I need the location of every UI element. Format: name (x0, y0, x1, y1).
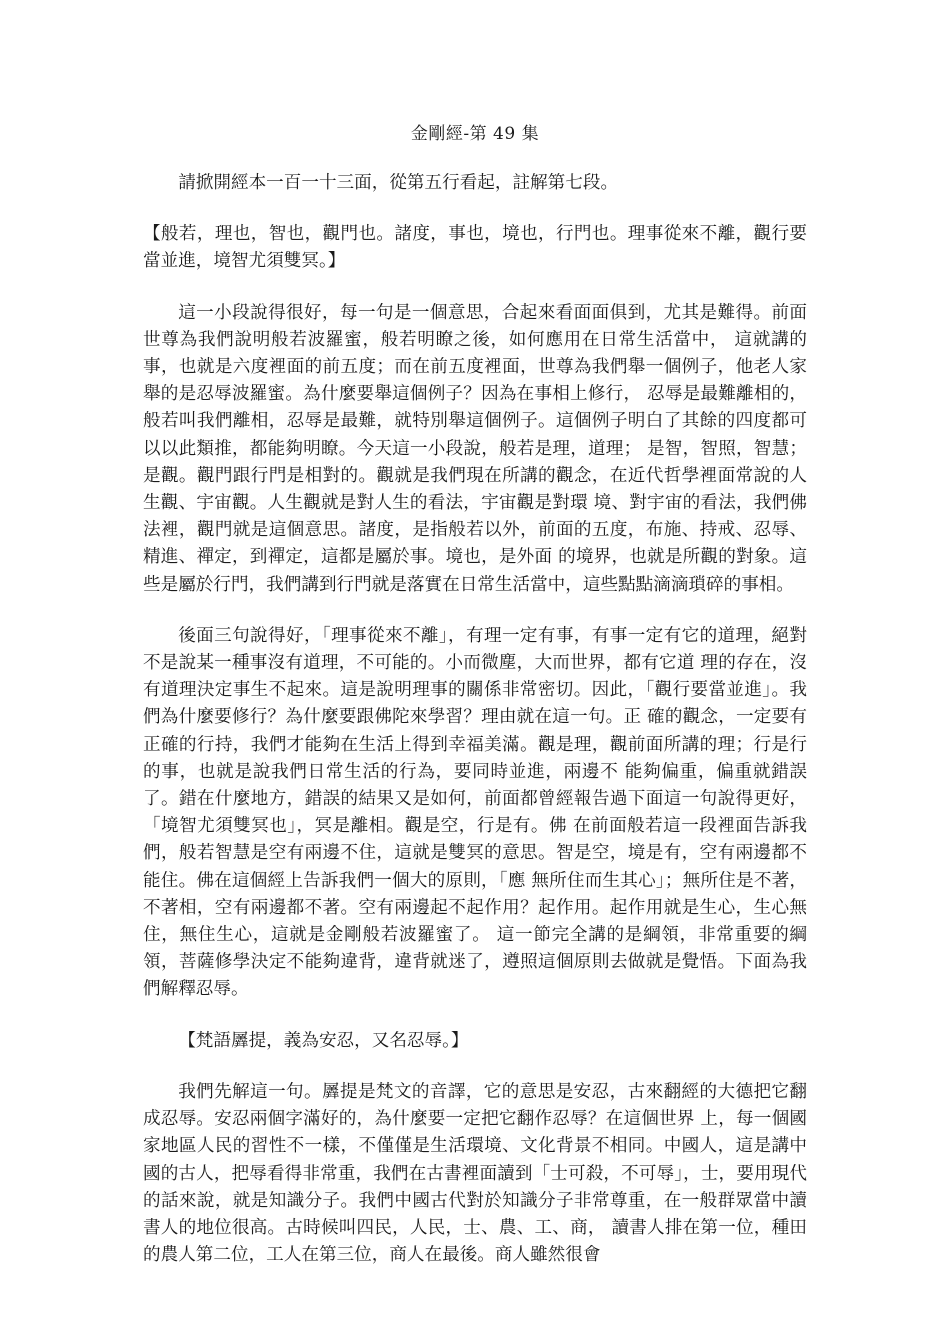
paragraph-explanation-3: 我們先解這一句。羼提是梵文的音譯，它的意思是安忍，古來翻經的大德把它翻成忍辱。安忍兩個字滿好的，為什麼要一定把它翻作忍辱？在這個世界 上，每一個國家地區人民的習性不一樣，不僅僅是生活環境、文化背景不相同。中國人，這是講中國的古人，把辱看得非常重，我們在古書裡面讀到「士可殺，不可辱」，士，要用現代的話來說，就是知識分子。我們中國古代對於知識分子非常尊重，在一般群眾當中讀書人的地位很高。古時候叫四民，人民，士、農、工、商， 讀書人排在第一位，種田的農人第二位，工人在第三位，商人在最後。商人雖然很會 (143, 1081, 807, 1266)
paragraph-explanation-2: 後面三句說得好，「理事從來不離」，有理一定有事，有事一定有它的道理，絕對不是說某一種事沒有道理，不可能的。小而微塵，大而世界，都有它道 理的存在，沒有道理決定事生不起來。這是說明理事的關係非常密切。因此，「觀行要當並進」。我們為什麼要修行？為什麼要跟佛陀來學習？理由就在這一句。正 確的觀念，一定要有正確的行持，我們才能夠在生活上得到幸福美滿。觀是理，觀前面所講的理；行是行的事，也就是說我們日常生活的行為，要同時並進，兩邊不 能夠偏重，偏重就錯誤了。錯在什麼地方，錯誤的結果又是如何，前面都曾經報告過下面這一句說得更好，「境智尤須雙冥也」，冥是離相。觀是空，行是有。佛 在前面般若這一段裡面告訴我們，般若智慧是空有兩邊不住，這就是雙冥的意思。智是空，境是有，空有兩邊都不能住。佛在這個經上告訴我們一個大的原則，「應 無所住而生其心」；無所住是不著，不著相，空有兩邊都不著。空有兩邊起不起作用？起作用。起作用就是生心，生心無住，無住生心，這就是金剛般若波羅蜜了。 這一節完全講的是綱領，非常重要的綱領，菩薩修學決定不能夠違背，違背就迷了，遵照這個原則去做就是覺悟。下面為我們解釋忍辱。 (143, 625, 807, 1000)
document-body (143, 170, 807, 1293)
paragraph-quote-sutra-commentary: 【般若，理也，智也，觀門也。諸度，事也，境也，行門也。理事從來不離，觀行要當並進，境智尤須雙冥。】 (143, 224, 807, 272)
paragraph-quote-ksanti: 【梵語羼提，義為安忍，又名忍辱。】 (178, 1030, 469, 1051)
paragraph-intro: 請掀開經本一百一十三面，從第五行看起，註解第七段。 (178, 173, 619, 193)
paragraph-explanation-1: 這一小段說得很好，每一句是一個意思，合起來看面面俱到，尤其是難得。前面世尊為我們說明般若波羅蜜，般若明瞭之後，如何應用在日常生活當中， 這就講的事，也就是六度裡面的前五度；而在前五度裡面，世尊為我們舉一個例子，他老人家舉的是忍辱波羅蜜。為什麼要舉這個例子？因為在事相上修行， 忍辱是最難離相的，般若叫我們離相，忍辱是最難，就特別舉這個例子。這個例子明白了其餘的四度都可以以此類推，都能夠明瞭。今天這一小段說，般若是理，道理； 是智，智照，智慧；是觀。觀門跟行門是相對的。觀就是我們現在所講的觀念，在近代哲學裡面常說的人生觀、宇宙觀。人生觀就是對人生的看法，宇宙觀是對環 境、對宇宙的看法，我們佛法裡，觀門就是這個意思。諸度，是指般若以外，前面的五度，布施、持戒、忍辱、精進、禪定，到禪定，這都是屬於事。境也，是外面 的境界，也就是所觀的對象。這些是屬於行門，我們講到行門就是落實在日常生活當中，這些點點滴滴瑣碎的事相。 (143, 302, 807, 595)
page-title: 金剛經-第 49 集 (410, 124, 540, 144)
